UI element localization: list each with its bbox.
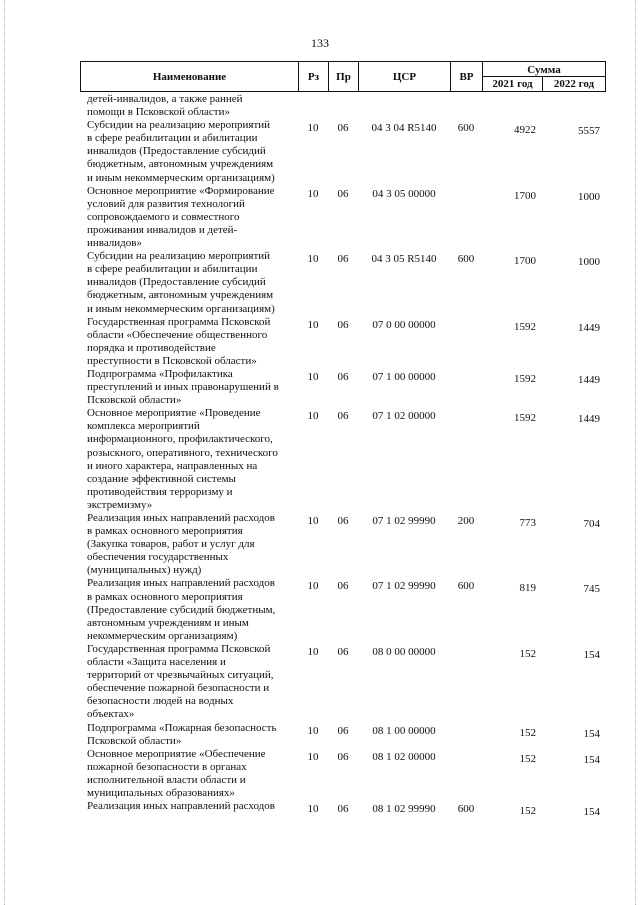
row-name-line: порядка и противодействие: [87, 341, 216, 354]
row-sum-2022: 745: [583, 583, 600, 596]
row-name-line: области «Защита населения и: [87, 656, 226, 669]
row-name-line: Государственная программа Псковской: [87, 642, 271, 655]
row-name-line: розыскного, оперативного, технического: [87, 446, 278, 459]
row-name-line: Реализация иных направлений расходов: [87, 800, 275, 813]
row-vr: [450, 748, 482, 800]
row-name-line: условий для развития технологий: [87, 197, 245, 210]
row-csr: 07 0 00 00000: [372, 318, 436, 331]
row-rz: 10: [307, 803, 319, 816]
row-name-line: автономным учреждениям и иным: [87, 616, 249, 629]
row-vr: 600: [457, 580, 475, 593]
row-sum-2021: [482, 93, 542, 119]
row-sum-2022: 154: [583, 753, 600, 766]
row-name-line: создание эффективной системы: [87, 472, 236, 485]
row-pr: 06: [337, 187, 349, 200]
row-name-line: сопровождаемого и совместного: [87, 210, 240, 223]
row-sum-2022: 1000: [578, 256, 600, 269]
row-name: [80, 119, 298, 184]
row-vr: [450, 722, 482, 748]
row-csr: 07 1 02 99990: [372, 580, 436, 593]
row-name-line: в сфере реабилитации и абилитации: [87, 263, 258, 276]
row-name: [80, 512, 298, 577]
row-name-line: обеспечение пожарной безопасности и: [87, 682, 270, 695]
row-csr: 07 1 00 00000: [372, 370, 436, 383]
row-name-line: бюджетным, автономным учреждениям: [87, 158, 274, 171]
row-vr: [450, 643, 482, 722]
row-csr: 08 1 02 00000: [372, 750, 436, 763]
row-name-line: Субсидии на реализацию мероприятий: [87, 119, 271, 132]
header-year-2022: 2022 год: [542, 76, 606, 92]
row-name-line: преступлений и иных правонарушений в: [87, 381, 279, 394]
row-name-line: объектах»: [87, 708, 135, 721]
row-name-line: муниципальных образованиях»: [87, 786, 235, 799]
row-rz: 10: [307, 750, 319, 763]
table-row: [80, 185, 606, 250]
header-sum: Сумма: [482, 61, 606, 77]
row-vr: 200: [457, 515, 475, 527]
row-pr: 06: [337, 724, 349, 737]
table-row: [80, 93, 606, 119]
table-row: [80, 722, 606, 748]
row-name-line: области «Обеспечение общественного: [87, 328, 268, 341]
row-rz: 10: [307, 515, 319, 527]
row-name-line: Основное мероприятие «Формирование: [87, 184, 275, 197]
row-csr: 04 3 05 R5140: [371, 253, 437, 266]
row-name-line: в сфере реабилитации и абилитации: [87, 132, 258, 145]
row-name-line: комплекса мероприятий: [87, 420, 200, 433]
table-row: [80, 643, 606, 722]
row-name-line: и иным некоммерческим организациям): [87, 171, 275, 184]
row-pr: 06: [337, 370, 349, 383]
row-name-line: преступности в Псковской области»: [87, 354, 257, 367]
row-name: [80, 748, 298, 800]
row-vr: [450, 407, 482, 512]
table-body: [80, 93, 606, 819]
row-sum-2022: 704: [583, 518, 600, 530]
row-name-line: в рамках основного мероприятия: [87, 590, 243, 603]
row-sum-2021: 4922: [514, 124, 536, 137]
row-name-line: (муниципальных) нужд): [87, 564, 202, 577]
table-row: [80, 748, 606, 800]
row-rz: 10: [307, 410, 319, 423]
row-name: [80, 368, 298, 407]
row-csr: 07 1 02 00000: [372, 410, 436, 423]
row-pr: 06: [337, 580, 349, 593]
row-sum-2022: 5557: [578, 125, 600, 138]
page-edge-right: [635, 0, 636, 905]
row-rz: 10: [307, 187, 319, 200]
header-csr: ЦСР: [358, 61, 450, 92]
row-pr: 06: [337, 318, 349, 331]
row-sum-2021: 152: [519, 805, 536, 818]
row-name-line: и иного характера, направленных на: [87, 459, 258, 472]
row-name-line: Псковской области»: [87, 734, 182, 747]
table-row: [80, 407, 606, 512]
row-vr: 600: [457, 253, 475, 266]
row-csr: 08 1 02 99990: [372, 803, 436, 816]
row-vr: [450, 316, 482, 368]
row-sum-2021: 773: [519, 517, 536, 529]
row-name-line: Псковской области»: [87, 394, 182, 407]
row-pr: 06: [337, 645, 349, 658]
row-vr: 600: [457, 803, 475, 816]
row-name-line: бюджетным, автономным учреждениям: [87, 289, 274, 302]
table-row: [80, 577, 606, 642]
row-rz: 10: [307, 580, 319, 593]
row-name-line: Государственная программа Псковской: [87, 315, 271, 328]
row-name-line: проживания инвалидов и детей-: [87, 223, 238, 236]
row-name-line: Подпрограмма «Профилактика: [87, 367, 233, 380]
row-name: [80, 643, 298, 722]
row-sum-2022: 1449: [578, 413, 600, 426]
header-pr: Пр: [328, 61, 358, 92]
row-csr: 08 1 00 00000: [372, 724, 436, 737]
row-rz: 10: [307, 318, 319, 331]
row-csr: 04 3 05 00000: [372, 187, 436, 200]
row-sum-2021: 1700: [514, 189, 536, 202]
row-sum-2022: 154: [583, 727, 600, 740]
row-name: [80, 185, 298, 250]
table-header: [80, 61, 606, 92]
row-sum-2021: 1592: [514, 372, 536, 385]
row-sum-2022: 1449: [578, 373, 600, 386]
table-row: [80, 512, 606, 577]
row-rz: 10: [307, 370, 319, 383]
row-sum-2021: 152: [519, 752, 536, 765]
row-vr: [450, 368, 482, 407]
row-name: [80, 316, 298, 368]
row-name-line: Подпрограмма «Пожарная безопасность: [87, 721, 277, 734]
row-sum-2022: 154: [583, 648, 600, 661]
table-row: [80, 316, 606, 368]
row-name-line: помощи в Псковской области»: [87, 106, 231, 119]
row-sum-2021: 152: [519, 726, 536, 739]
row-name-line: обеспечения государственных: [87, 551, 229, 564]
table-row: [80, 800, 606, 819]
row-pr: 06: [337, 750, 349, 763]
row-csr: 04 3 04 R5140: [371, 122, 437, 135]
row-name-line: инвалидов (Предоставление субсидий: [87, 276, 266, 289]
row-rz: 10: [307, 122, 319, 135]
table-row: [80, 368, 606, 407]
row-name-line: пожарной безопасности в органах: [87, 760, 247, 773]
row-name-line: противодействия терроризму и: [87, 485, 233, 498]
row-name-line: безопасности людей на водных: [87, 695, 234, 708]
row-vr: [450, 185, 482, 250]
row-name: [80, 93, 298, 119]
row-sum-2022: 1449: [578, 321, 600, 334]
page-number: 133: [311, 36, 329, 50]
header-year-2021: 2021 год: [482, 76, 542, 92]
table-row: [80, 119, 606, 184]
row-name: [80, 800, 298, 819]
row-name-line: Реализация иных направлений расходов: [87, 577, 275, 590]
header-name: Наименование: [80, 61, 298, 92]
row-name: [80, 577, 298, 642]
row-name: [80, 250, 298, 315]
row-rz: [298, 93, 328, 119]
row-pr: [328, 93, 358, 119]
row-name-line: информационного, профилактического,: [87, 433, 273, 446]
page-edge-left: [4, 0, 5, 905]
row-sum-2021: 1592: [514, 320, 536, 333]
row-pr: 06: [337, 253, 349, 266]
row-name: [80, 722, 298, 748]
row-sum-2022: 154: [583, 806, 600, 819]
row-name-line: Основное мероприятие «Проведение: [87, 407, 261, 420]
row-vr: [450, 93, 482, 119]
row-name-line: в рамках основного мероприятия: [87, 525, 243, 538]
row-name-line: (Предоставление субсидий бюджетным,: [87, 603, 276, 616]
row-csr: 07 1 02 99990: [372, 515, 436, 527]
row-pr: 06: [337, 410, 349, 423]
row-name-line: Основное мероприятие «Обеспечение: [87, 747, 266, 760]
row-rz: 10: [307, 724, 319, 737]
row-name-line: (Закупка товаров, работ и услуг для: [87, 538, 255, 551]
header-rz: Рз: [298, 61, 328, 92]
row-pr: 06: [337, 122, 349, 135]
row-sum-2021: 819: [519, 582, 536, 595]
row-vr: 600: [457, 122, 475, 135]
row-name-line: и иным некоммерческим организациям): [87, 302, 275, 315]
row-rz: 10: [307, 645, 319, 658]
row-sum-2022: [542, 93, 606, 119]
row-name-line: инвалидов»: [87, 237, 142, 250]
row-pr: 06: [337, 803, 349, 816]
row-sum-2021: 152: [519, 647, 536, 660]
row-pr: 06: [337, 515, 349, 527]
table-row: [80, 250, 606, 315]
row-name: [80, 407, 298, 512]
row-csr: [358, 93, 450, 119]
row-name-line: детей-инвалидов, а также ранней: [87, 93, 243, 105]
row-sum-2021: 1592: [514, 412, 536, 425]
row-csr: 08 0 00 00000: [372, 645, 436, 658]
header-vr: ВР: [450, 61, 482, 92]
row-name-line: территорий от чрезвычайных ситуаций,: [87, 669, 274, 682]
row-name-line: инвалидов (Предоставление субсидий: [87, 145, 266, 158]
row-name-line: экстремизму»: [87, 498, 153, 511]
row-rz: 10: [307, 253, 319, 266]
row-name-line: Реализация иных направлений расходов: [87, 512, 275, 524]
row-sum-2021: 1700: [514, 255, 536, 268]
row-sum-2022: 1000: [578, 190, 600, 203]
row-name-line: некоммерческим организациям): [87, 629, 238, 642]
row-name-line: исполнительной власти области и: [87, 773, 246, 786]
row-name-line: Субсидии на реализацию мероприятий: [87, 250, 271, 263]
